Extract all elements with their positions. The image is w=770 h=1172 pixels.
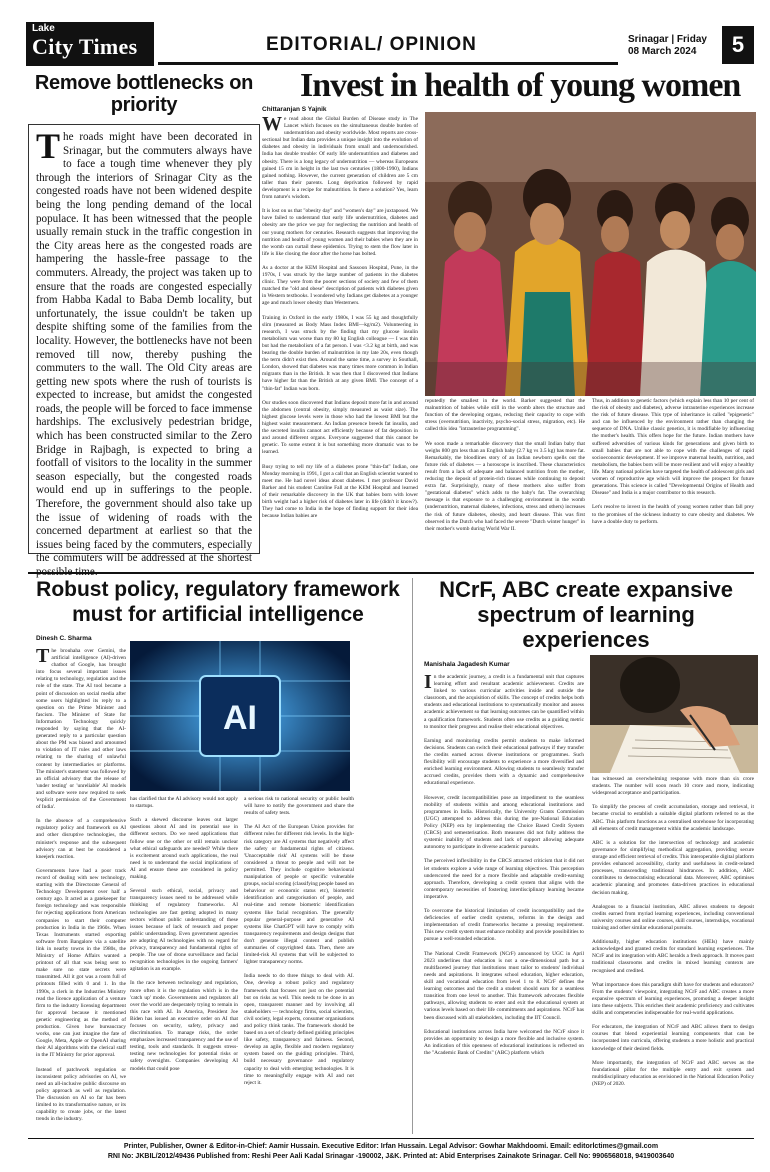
- ncrf-byline: Manishala Jagadesh Kumar: [424, 661, 510, 668]
- editorial-title: Remove bottlenecks on priority: [34, 72, 254, 116]
- dateline-city-day: Srinagar | Friday: [628, 34, 707, 45]
- svg-text:AI: AI: [223, 699, 257, 737]
- ai-byline: Dinesh C. Sharma: [36, 635, 92, 642]
- section-title: EDITORIAL/ OPINION: [266, 34, 477, 55]
- section-divider: [28, 572, 754, 574]
- ncrf-article-title: NCrF, ABC create expansive spectrum of learning experiences: [439, 577, 733, 652]
- ai-article-title: Robust policy, regulatory framework must for artificial intelligence: [36, 578, 400, 626]
- student-writing-photo: [590, 655, 758, 773]
- editorial-body: [28, 124, 260, 565]
- ai-column-2: [130, 796, 238, 1136]
- ai-column-2-text: has clarified that the AI advisory would not apply to startups. Such a skewed discourse leaves out larger questions about AI and its potential use in different sectors. Do we need applications that follow one or the other or still remain unclear what ethical safeguards are needed? While there is excitement around such applications, the real need is to understand the social implications of AI and ensure these are considered in policy making. Several such ethical, social, privacy and transparency issues need to be addressed while thinking of regulatory frameworks. AI technologies are fast getting adopted in many sectors without public understanding of these issues because of lack of research and proper public understanding. Even government agencies are adopting AI technologies with no regard for privacy, transparency and fundamental rights of people. The use of drone surveillance and facial recognition technologies in the ongoing farmers' agitation is an example. In the race between technology and regulation, more often it is the regulation which is in the 'catch up' mode. Governments and regulators all over the world are desperately trying to remain in this race with AI. In America, President Joe Biden has issued an executive order on AI that focuses on security, safety, privacy and discrimination. To manage risks, the order emphasizes increased transparency and the use of testing, tools and standards. It suggests stress-testing new technologies for potential risks or safety oversights. Companies developing AI models that could pose: [130, 796, 238, 1072]
- ncrf-dropcap: I: [424, 671, 432, 693]
- lead-column-2-text: reputedly the smallest in the world. Barker suggested that the malnutrition of babies while still in the womb alters the structure and function of the developing organs, reducing their capacity to cope with stress (overnutrition, inactivity, psycho-social stress, migration, etc). He called this idea "intrauterine programming". We soon made a remarkable discovery that the small Indian baby that weighs 800 gm less than an English baby (2.7 kg vs 3.5 kg) has more fat. Remarkably, the bloodlines story of an Indian newborn spells out the future risk of diabetes — a horoscope is inscribed. These characteristics result from a lack of adequate and balanced nutrition from the mother, reducing the deposit of protein-rich tissues while continuing to deposit extra fat. Surprisingly, many of these mothers also suffer from "gestational diabetes" which adds to the baby's fat. The overarching message is that exposure to a challenging environment in the womb (undernutrition, maternal diabetes, infections, stress and others) increases the risk of future diabetes, obesity, and heart disease. This was first observed in the Dutch who had faced the severe "Dutch winter hunger" in their mother's womb during World War II.: [425, 398, 585, 532]
- lead-column-3: [592, 398, 754, 568]
- newspaper-logo: [26, 22, 154, 66]
- ai-column-1-text: he brouhaha over Gemini, the artificial intelligence (AI)-driven chatbot of Google, has brought into focus several important issues relating to technology, regulation and the role of the state. The AI tool became a point of discussion on social media after some users highlighted its reply to a question on the Prime Minister and fascism. The Minister of State for Information Technology quickly responded by saying that the AI-generated reply to a particular question about the PM was biased and amounted to violation of IT rules and other laws relating to the sharing of unlawful content by intermediaries or platforms. The minister's statement was followed by an official advisory that the release of 'under testing' or 'unreliable' AI models and software were now required to seek 'explicit permission of the Government of India'. In the absence of a comprehensive regulatory policy and framework on AI and other disruptive technologies, the minister's response and the subsequent advisory can at best be considered a kneejerk reaction. Governments have had a poor track record of dealing with new technology, starting with the Directorate General of Technology Development over half a century ago. It acted as a gatekeeper for foreign technology and was responsible for rejecting applications from American companies to start their computer production in India in the 1960s. When Texas Instruments started exporting software from Bangalore via a satellite link in nearby towns in the 1980s, the Ministry of Home Affairs wanted a printout of all that was being sent to make sure no state secrets were transmitted. All it got was a room full of printouts filled with 0 and 1. In the 1990s, a clerk in the Industries Ministry read the licence application of a venture firm to the industry licensing department for approval because it mentioned genetic engineering as the method of production. Given how bureaucracy works, one can just imagine the fate of Google, Meta, Apple or OpenAI sharing their AI algorithms with the clerical staff in the IT Ministry for prior approval. Instead of patchwork regulation or inconsistent policy advisories on AI, we need an all-inclusive public discourse on policy approach as well as regulation. The discussion on AI so far has been limited to its transformative nature, or its capability to create jobs, or the latest trends in the industry.: [36, 648, 126, 1123]
- editorial-text: he roads might have been decorated in Srinagar, but the commuters always have to face a tough time whenever they ply through the interiors of Srinagar City as the congested roads have not been widened despite being the long pending demand of the local populace. It has been witnessed that the people usually remain stuck in the traffic congestion in the City areas here as the congested roads are hampering the hassle-free passage to the commuters. Already, the project was taken up to ensure that the roads are congested especially from Habba Kadal to Baba Demb locality, but unfortunately, the issue couldn't be taken up despite shifting some of the families from the locality. However, the bottlenecks have not been removed till now, thereby pushing the commuters to the wall. The Old City areas are getting new spots where the rush of tourists is expected to increase, but amidst the congested roads, the people will be forced to face immense hardships. The exclusively pedestrian bridge, which has been constructed similar to the Zero Bridge in Rajbagh, is expected to bring a footfall of visitors to the locality in the summer season especially, but the congested roads would end up in sufferings to the people. Therefore, the government should also take up the issue of widening of roads with the concerned department at earliest so that the issues being faced by the commuters, especially the commuters will be addressed at the shortest: [36, 131, 252, 565]
- dateline: [628, 34, 707, 58]
- logo-top-text: Lake: [32, 23, 55, 34]
- lead-column-3-text: Thus, in addition to genetic factors (which explain less than 10 per cent of the risk of obesity and diabetes), adverse intrauterine experiences increase the risk of future disease. This type of inheritance is called "epigenetic" and can be influenced by the environment rather than changing the sequence of DNA. Unlike classic genetics, it is modifiable by influencing the mother's health. This offers hope for the future. Indian mothers have suffered adversities of various kinds for generations and given birth to small babies that are not able to cope with the challenges of rapid socioeconomic development. If we improve maternal health, nutrition, and metabolism, the babies born will be more resilient and will enjoy a healthy life. Many national policies have targeted the health of adolescent girls and women of reproductive age which will improve the prospect for future generations. This science is called "Developmental Origins of Health and Disease" and India is a major contributor to this research. Let's resolve to invest in the health of young women rather than fall prey to the promises of the sickness industry to cure obesity and diabetes. We have a double duty to perform.: [592, 398, 754, 525]
- ai-dropcap: T: [36, 645, 50, 667]
- ncrf-column-1-text: n the academic journey, a credit is a fundamental unit that captures learning effort and resultant academic achievement. Credits are linked to various curricular activities inside and outside the classroom, and the acquisition of skills. The concept of credits helps both students and educational institutions to systematically monitor and assess academic achievement so that learning outcomes can be quantified within a qualification framework. Students often use credits as a guiding metric to monitor their progress and realise their educational objectives. Earning and monitoring credits permit students to make informed decisions. Students can switch their educational pathways if they transfer the credits earned across diverse institutions or programmes. Such flexibility will encourage students to experience a more diversified and enriched learning environment. Allowing students to seamlessly transfer accrued credits, provides them with a dynamic and comprehensive educational experience. However, credit incompatibilities pose an impediment to the seamless mobility of students within and among educational institutions and programmes in India. Historically, the University Grants Commission (UGC) attempted to address this during the pre-National Education Policy (NEP) era by implementing the Choice Based Credit System (CBCS) and semesterisation. Both measures did not fully address the systemic inability of students and lack of support allowing adequate autonomy to participate in diverse academic pursuits. The perceived inflexibility in the CBCS attracted criticism that it did not let students explore a wide range of learning objectives. This perception underscored the need for a more flexible and adaptable credit-earning approach. Therefore, developing a credit system that aligns with the contemporary necessities of fostering interdisciplinary learning became imperative. To overcome the historical limitation of credit incompatibility and the deficiencies of earlier credit systems, reforms in the design and implementation of credit frameworks became a pressing requirement. This new credit system must enhance mobility and provide possibilities to pursue a well-rounded education. The National Credit Framework (NCrF) announced by UGC in April 2023 underlines that education is not a one-dimensional path but a multifaceted journey that institutions must tailor to students' individual needs and aspirations. It integrates school education, higher education, skill and vocational education from level 1 to 8. NCrF defines the learning outcomes and the credit a student should earn for a seamless transition from one level to another. This framework advocates flexible pathways, allowing students to enter and exit the educational system at various levels based on their life commitments and aspirations. NCrF has been discussed with all stakeholders, including the IIT Council. Educational institutions across India have welcomed the NCrF since it provides an opportunity to design a more flexible and inclusive system. An indication of this openness of educational institutions is reflected on the "Academic Bank of Credits" (ABC) platform which: [424, 674, 584, 1056]
- masthead-rule: [158, 62, 618, 65]
- editorial-dropcap: T: [36, 126, 61, 166]
- imprint-footer: [28, 1142, 754, 1162]
- lead-dropcap: W: [262, 113, 282, 135]
- ai-column-3-text: a serious risk to national security or public health will have to notify the government and share the results of safety tests. The AI Act of the European Union provides for different rules for different risk levels. In the high-risk category are AI systems that negatively affect the safety or fundamental rights of citizens. 'Unacceptable risk' AI systems will be those considered a threat to people and will not be permitted. They include cognitive behavioural manipulation of people or specific vulnerable groups, social scoring (classifying people based on behaviour or economic status etc), biometric identification and categorisation of people, and real-time and remote biometric identification systems like facial recognition. The generally popular general-purpose and generative AI systems like ChatGPT will have to comply with transparency requirements and design designs that don't generate illegal content and publish summaries of copyrighted data. Then, there are limited-risk AI systems that will be subjected to lighter transparency norms. India needs to do three things to deal with AI. One, develop a robust policy and regulatory framework that focuses not just on the potential but on risks as well. This needs to be done in an open, transparent manner and by involving all stakeholders — technology firms, social scientists, civil society, legal experts, consumer organisations and policy think tanks. The framework should be based on a set of clearly defined guiding principles like safety, transparency and fairness. Second, develop an agile, flexible and modern regulatory system based on the guiding principles. Third, build necessary governance and regulatory capacity to deal with emerging technologies. It is time to meaningfully engage with AI and not reject it.: [244, 796, 354, 1086]
- ncrf-column-1: [424, 671, 584, 1136]
- ncrf-column-2: [592, 776, 754, 1136]
- editorial-box: [28, 72, 260, 568]
- ai-column-3: [244, 796, 354, 1136]
- ai-chip-illustration: [130, 641, 350, 791]
- ncrf-column-2-text: has witnessed an overwhelming response with more than six crore students. The number will soon reach 10 crore and more, indicating widespread acceptance and participation. To simplify the process of credit accumulation, storage and retrieval, it became crucial to establish a suitable digital platform referred to as the ABC. This platform functions as a centralised storehouse for incorporating all elements of credit management within the academic landscape. ABC is a solution for the intersection of technology and academic governance for simplifying methodical aggregation, providing secure storage and efficient retrieval of credits. This interoperable digital platform provides enhanced accessibility, clarity and usefulness in credit-related processes, transcending traditional hindrances. In addition, ABC contributes to democratising educational data. Moreover, ABC optimises academic planning and promotes data-driven practices in educational decision making. Analogous to a financial institution, ABC allows students to deposit credits earned from myriad learning experiences, including conventional university courses and online courses, skill courses, internships, vocational training and other similar educational pursuits. Additionally, higher education institutions (HEIs) have mainly acknowledged and granted credits for standard learning experiences. The NCrF and its integration with ABC heralds a fresh approach. It moves past traditional classrooms and credits in mixed learning contexts are recognised and credited. What importance does this paradigm shift have for students and educators? From the students' viewpoint, integrating NCrF and ABC creates a more expansive spectrum of learning experiences, promoting a deeper insight into these subjects. This enriches their academic proficiency and cultivates skills and competencies indispensable for real-world applications. For educators, the integration of NCrF and ABC allows them to design courses that blend experiential learning components that can be incorporated into curricula, offering students a more holistic and practical knowledge of their desired fields. More importantly, the integration of NCrF and ABC serves as the foundational pillar for the multiple entry and exit system and multidisciplinary education as envisioned in the National Education Policy (NEP) of 2020.: [592, 776, 754, 1088]
- dateline-date: 08 March 2024: [628, 46, 697, 57]
- lead-column-1: [262, 113, 419, 571]
- footer-rule: [28, 1138, 754, 1139]
- lead-byline: Chittaranjan S Yajnik: [262, 106, 327, 113]
- lead-column-1-text: e read about the Global Burden of Disease study in The Lancet which focuses on the simultaneous double burden of undernutrition and obesity worldwide. Most reports are cross-sectional but Indian data provides a unique insight into the evolution of diabetes and obesity in individuals from small and undernourished. India has double trouble: Of early life undernutrition and diabetes and obesity. There is a long legacy of undernutrition — whereas Europeans gained 15 cm in height in the last two centuries (1800-1990), Indians gained nothing. However, the current generation of children are 5 cm taller than their parents. Long deprivation followed by rapid development is a recipe for malnutrition. Is there a solution? Yes, learn from nature's wisdom. It is lost on us that "obesity day" and "women's day" are juxtaposed. We have failed to understand that early life undernutrition, diabetes and obesity are the price we pay for neglecting the nutrition and health of our young mothers for centuries. Research suggests that improving the nutrition and health of young women and their babies when they are in the womb can curtail these epidemics. Trying to stem the flow later in life is like closing the door after the horse has bolted. As a doctor at the KEM Hospital and Sassoon Hospital, Pune, in the 1970s, I was struck by the large number of patients in the diabetes clinic. They were from the poorer sections of society and few of them matched the "old and obese" description of patients with diabetes given in Western textbooks. I wondered why Indians get diabetes at a younger age and much lower obesity than Westerners. Training in Oxford in the early 1980s, I was 55 kg and thoughtfully slim (measured as Body Mass Index BMI—kg/m2). Volunteering in research, I was struck by the finding that my glucose insulin metabolism was worse than my 80 kg English colleague — I was thin but had the metabolism of a fat person. I was <3.2 kg at birth, and was bearing the double burden of malnutrition in my late 20s, even though the term didn't exist then. Around the same time, a survey in Southall, London, showed that diabetes was many times more common in Indian migrants than in the British. It was then that I discovered that Indians have higher fat than the British at any given BMI. The concept of a "thin-fat" Indian was born. Our studies soon discovered that Indians deposit more fat in and around the abdomen (central obesity, simply measured as waist size). The highest glucose levels were in those who had the lowest BMI but the highest waist measurement. An Indian presence breeds fat insulin, and the secreted insulin cannot act efficiently because of fat deposition in and around different organs. Everyone suggested that this cannot be genetic. To some extent it is but something more dramatic was to be learned. Busy trying to tell my life of a diabetes prone "thin-fat" Indian, one Monday morning in 1991, I got a call that an English scientist wanted to meet me. He had novel ideas about diabetes. I met professor David Barker and his student Caroline Fall at the KEM Hospital and learned of their remarkable discovery in the UK that babies born with lower birth weight had a higher risk of diabetes later in life (didn't it know?). They had come to India in the hope of finding support for their idea because Indian babies are: [262, 116, 419, 520]
- logo-main-text: City Times: [32, 34, 138, 59]
- lead-column-2: [425, 398, 585, 568]
- imprint-line-1: Printer, Publisher, Owner & Editor-in-Chief: Aamir Hussain. Executive Editor: Irfan Hussain. Legal Advisor: Gowhar Makhdoomi. Email: editorlctimes@gmail.com: [123, 1143, 659, 1150]
- ai-column-1-top: [36, 645, 126, 1136]
- page-number: 5: [722, 26, 754, 64]
- masthead: [8, 8, 762, 66]
- column-divider: [412, 578, 413, 1134]
- women-group-photo: [425, 112, 756, 396]
- imprint-line-2: RNI No: JKBIL/2012/49436 Published from: Reshi Peer Aali Kadal Srinagar -190002, J&K. Printed at: Abid Enterprises Zainakote Srinagar. Cell No: 9906568018, 9419003640: [107, 1153, 675, 1160]
- lead-article-title: Invest in health of young women: [300, 67, 741, 104]
